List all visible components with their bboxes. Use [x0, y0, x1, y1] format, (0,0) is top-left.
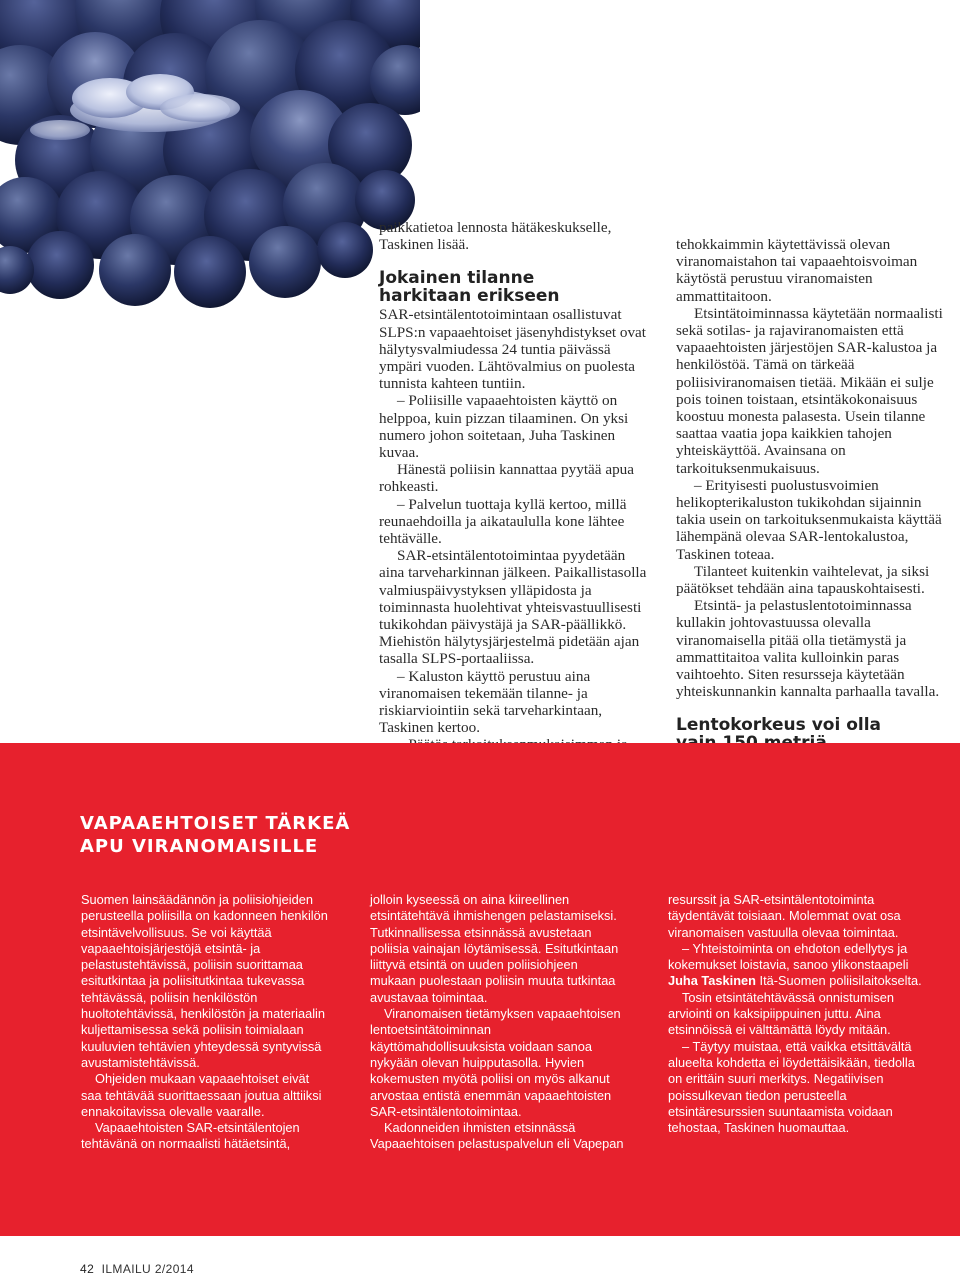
paragraph: SAR-etsintälentotoimintaa pyydetään aina tarveharkinnan jälkeen. Paikallistasolla valmiuspäivystyksen ylläpidosta ja toiminnasta huolehtivat yhteisvastuullisesti tukikohdan päivystäjä ja SAR-päällikkö. Miehistön hälytysjärjestelmä pidetään ajan tasalla SLPS-portaaliissa.	[379, 547, 647, 668]
box-column-3	[668, 892, 922, 1136]
page-footer	[80, 1262, 194, 1276]
subheading-line: Jokainen tilanne	[379, 268, 535, 289]
paragraph: Ohjeiden mukaan vapaaehtoiset eivät saa tehtävää suorittaessaan joutua alttiiksi ennakoitavissa olevalle vaaralle.	[81, 1071, 322, 1119]
paragraph: jolloin kyseessä on aina kiireellinen etsintätehtävä ihmishengen pelastamiseksi. Tutkinnallisessa etsinnässä avustetaan poliisia vainajan löytämisessä. Esitutkintaan liittyvä etsintä on uuden poliisiohjeen mukaan puolestaan poliisin muuta tutkintaa avustavaa toimintaa.	[370, 892, 619, 1005]
box-column-1	[81, 892, 331, 1153]
paragraph	[668, 941, 922, 990]
paragraph: Etsintätoiminnassa käytetään normaalisti sekä sotilas- ja rajaviranomaisten että vapaaehtoisten järjestöjen SAR-kalustoa ja henkilöstöä. Tämä on tärkeää poliisiviranomaisen tietää. Mikään ei sulje pois toinen toistaan, etsintäkokonaisuus koostuu monesta palasesta. Usein tilanne saattaa vaatia jopa kaikkien tahojen yhteiskäyttöä. Avainsana on tarkoituksenmukaisuus.	[676, 304, 943, 477]
paragraph: – Kaluston käyttö perustuu aina viranomaisen tekemään tilanne- ja riskiarviointiin sekä tarveharkintaan, Taskinen kertoo.	[379, 667, 603, 737]
box-title	[80, 812, 350, 858]
article-column-1	[379, 219, 647, 754]
box-column-2	[370, 892, 625, 1153]
paragraph: – Palvelun tuottaja kyllä kertoo, millä reunaehdoilla ja aikataululla kone lähtee tehtävälle.	[379, 495, 627, 548]
paragraph: Tilanteet kuitenkin vaihtelevat, ja siksi päätökset tehdään aina tapauskohtaisesti.	[676, 562, 930, 598]
paragraph: SAR-etsintälentotoimintaan osallistuvat SLPS:n vapaaehtoiset jäsenyhdistykset ovat hälytysvalmiudessa 24 tuntia päivässä ympäri vuoden. Lähtövalmius on puolesta tunnista kahteen tuntiin.	[379, 306, 647, 393]
subheading-line: harkitaan erikseen	[379, 286, 560, 307]
person-name: Juha Taskinen	[668, 973, 756, 989]
subheading-line: Lentokorkeus voi olla	[676, 715, 882, 736]
paragraph: Vapaaehtoisten SAR-etsintälentojen tehtävänä on normaalisti hätäetsintä,	[81, 1120, 300, 1152]
subheading	[379, 269, 647, 305]
box-title-line: APU VIRANOMAISILLE	[80, 836, 319, 857]
paragraph: Viranomaisen tietämyksen vapaaehtoisen lentoetsintätoiminnan käyttömahdollisuuksista voidaan sanoa nykyään olevan huipputasolla. Hyvien kokemusten myötä poliisi on myös alkanut arvostaa entistä enemmän vapaaehtoisten SAR-etsintälentotoimintaa.	[370, 1006, 621, 1119]
paragraph: – Erityisesti puolustusvoimien helikopterikaluston tukikohdan sijainnin takia usein on tarkoituksenmukaista käyttää lähempänä olevaa SAR-lentokalustoa, Taskinen toteaa.	[676, 476, 942, 563]
storm-cloud-illustration	[0, 0, 420, 310]
article-column-2	[676, 236, 954, 788]
paragraph: Hänestä poliisin kannattaa pyytää apua rohkeasti.	[379, 461, 635, 496]
box-title-line: VAPAAEHTOISET TÄRKEÄ	[80, 813, 351, 834]
paragraph: Etsintä- ja pelastuslentotoiminnassa kullakin johtovastuussa olevalla viranomaisella pitää olla tietämystä ja ammattitaitoa valita kulloinkin paras vaihtoehto. Siten resursseja käytetään yhteiskunnankin kannalta parhaalla tavalla.	[676, 597, 940, 701]
paragraph: paikkatietoa lennosta hätäkeskukselle, Taskinen lisää.	[379, 219, 612, 254]
paragraph: Kadonneiden ihmisten etsinnässä Vapaaehtoisen pelastuspalvelun eli Vapepan	[370, 1120, 624, 1152]
text-run: Itä-Suomen poliisilaitokselta.	[755, 973, 922, 989]
text-run: – Yhteistoiminta on ehdoton edellytys ja kokemukset loistavia, sanoo ylikonstaapeli	[668, 940, 909, 973]
paragraph: – Täytyy muistaa, että vaikka etsittävältä alueelta kohdetta ei löydettäisikään, tiedolla on erittäin suuri merkitys. Negatiivisen poissulkevan tiedon perusteella etsintäresurssien suuntaamista voidaan tehostaa, Taskinen huomauttaa.	[668, 1038, 915, 1136]
paragraph: – Poliisille vapaaehtoisten käyttö on helppoa, kuin pizzan tilaaminen. On yksi numero johon soitetaan, Juha Taskinen kuvaa.	[379, 392, 629, 462]
paragraph: Suomen lainsäädännön ja poliisiohjeiden perusteella poliisilla on kadonneen henkilön etsintävelvollisuus. Se voi käyttää vapaaehtoisjärjestöjä etsintä- ja pelastustehtävissä, poliisin suorittamaa esitutkintaa ja poliisitutkintaa tukevassa tehtävässä, poliisin henkilöstön huoltotehtävissä, henkilöstön ja materiaalin kuljettamisessa sekä poliisin toimialaan kuuluvien tehtävien yhteydessä syntyvissä avustamistehtävissä.	[81, 892, 328, 1070]
cloud-mass	[0, 0, 420, 308]
publication-name: ILMAILU 2/2014	[101, 1262, 194, 1276]
paragraph: tehokkaimmin käytettävissä olevan viranomaistahon tai vapaaehtoisvoiman käytöstä perustuu viranomaisten ammattitaitoon.	[676, 236, 918, 305]
paragraph: Tosin etsintätehtävässä onnistumisen arviointi on kaksipiippuinen juttu. Aina etsinnöissä ei välttämättä löydy mitään.	[668, 989, 894, 1038]
paragraph: resurssit ja SAR-etsintälentotoiminta täydentävät toisiaan. Molemmat ovat osa viranomaisen vastuulla olevaa toimintaa.	[668, 892, 901, 940]
page-number: 42	[80, 1262, 95, 1276]
